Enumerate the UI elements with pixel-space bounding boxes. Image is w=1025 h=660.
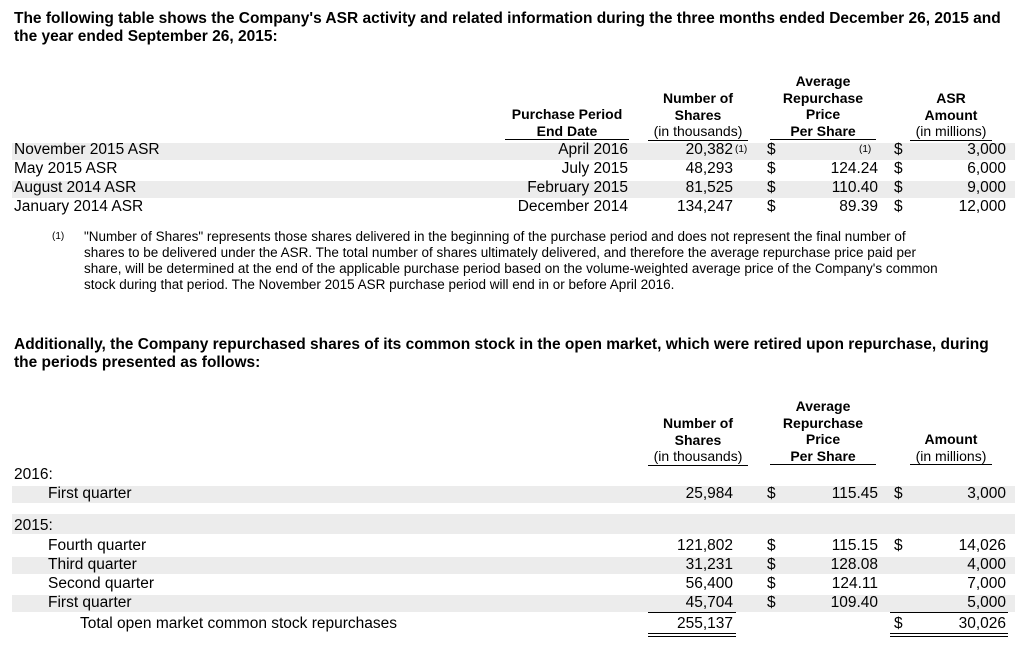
- year-label-2016: 2016:: [14, 466, 53, 483]
- om-row-shares: 25,984: [685, 485, 733, 502]
- header-avg-price: [770, 73, 876, 140]
- asr-row-amount: 9,000: [967, 179, 1006, 196]
- header-avg-price-line4: Per Share: [770, 123, 876, 141]
- currency-symbol: $: [767, 485, 776, 502]
- header-avg-price-line1: Average: [795, 73, 851, 89]
- om-row-shares: 31,231: [685, 556, 733, 573]
- asr-row-label: January 2014 ASR: [14, 198, 144, 215]
- asr-row-shares: 20,382: [685, 141, 733, 158]
- om-row-shares: 56,400: [685, 575, 733, 592]
- asr-row-label: May 2015 ASR: [14, 160, 118, 177]
- header-shares: [648, 90, 748, 141]
- om-row-amount: 3,000: [967, 485, 1006, 502]
- om-row-price: 115.45: [831, 485, 878, 502]
- asr-row-price: 124.24: [830, 160, 878, 177]
- om-row-shares: 121,802: [676, 537, 733, 554]
- header-asr-amount-line3: (in millions): [910, 123, 992, 141]
- currency-symbol: $: [767, 556, 776, 573]
- currency-symbol: $: [767, 537, 776, 554]
- header-shares-line1: Number of: [663, 90, 733, 106]
- header-asr-amount-line2: Amount: [924, 106, 978, 123]
- asr-row-amount: 6,000: [967, 160, 1006, 177]
- header-avg-price: [770, 398, 876, 465]
- header-period-end-line1: Purchase Period: [511, 106, 623, 122]
- row-shade: [12, 514, 1015, 534]
- footnote-marker: (1): [735, 144, 748, 155]
- header-avg-price-line3: Price: [805, 106, 841, 122]
- header-shares-line2: Shares: [674, 106, 722, 123]
- header-shares-line2: Shares: [674, 431, 722, 448]
- subtotal-rule: [890, 612, 1008, 613]
- total-amount: 30,026: [958, 615, 1006, 632]
- om-row-price: 128.08: [830, 556, 878, 573]
- header-avg-price-line2: Repurchase: [782, 89, 864, 106]
- om-row-price: 115.15: [831, 537, 878, 554]
- header-amount-line1: Amount: [924, 431, 978, 447]
- currency-symbol: $: [767, 160, 776, 177]
- header-amount: [910, 431, 992, 465]
- asr-row-label: November 2015 ASR: [14, 141, 160, 158]
- asr-row-shares: 134,247: [676, 198, 733, 215]
- om-row-label: First quarter: [48, 594, 132, 611]
- header-period-end: [505, 106, 629, 140]
- currency-symbol: $: [767, 594, 776, 611]
- subtotal-rule: [648, 612, 736, 613]
- currency-symbol: $: [894, 160, 903, 177]
- total-double-rule: [648, 636, 736, 637]
- header-asr-amount: [910, 90, 992, 141]
- total-double-rule: [648, 633, 736, 634]
- header-avg-price-line1: Average: [795, 398, 851, 414]
- om-row-shares: 45,704: [685, 594, 733, 611]
- header-shares-line3: (in thousands): [648, 448, 748, 466]
- header-avg-price-line2: Repurchase: [782, 414, 864, 431]
- asr-row-shares: 48,293: [685, 160, 733, 177]
- footnote-marker: (1): [52, 231, 65, 242]
- currency-symbol: $: [894, 179, 903, 196]
- header-shares-line3: (in thousands): [648, 123, 748, 141]
- asr-row-end-date: April 2016: [558, 141, 628, 158]
- total-double-rule: [890, 633, 1008, 634]
- om-row-amount: 4,000: [967, 556, 1006, 573]
- asr-row-amount: 12,000: [958, 198, 1006, 215]
- om-row-amount: 7,000: [967, 575, 1006, 592]
- asr-row-amount: 3,000: [967, 141, 1006, 158]
- asr-row-end-date: July 2015: [561, 160, 628, 177]
- intro-paragraph-2: Additionally, the Company repurchased shares of its common stock in the open market, which were retired upon repurchase, during the periods presented as follows:: [14, 336, 989, 371]
- currency-symbol: $: [894, 537, 903, 554]
- om-row-label: Second quarter: [48, 575, 154, 592]
- om-row-amount: 5,000: [967, 594, 1006, 611]
- asr-row-price: 110.40: [831, 179, 878, 196]
- asr-row-label: August 2014 ASR: [14, 179, 137, 196]
- header-shares-line1: Number of: [663, 415, 733, 431]
- header-avg-price-line3: Price: [805, 431, 841, 447]
- currency-symbol: $: [767, 198, 776, 215]
- footnote-text: "Number of Shares" represents those shares delivered in the beginning of the purchase period and does not represent the final number of shares to be delivered under the ASR. The total number of shares ultimately delivered, and therefore the average repurchase price paid per share, will be determined at the end of the applicable purchase period based on the volume-weighted average price of the Company's common stock during that period. The November 2015 ASR purchase period will end in or before April 2016.: [84, 229, 938, 292]
- year-label-2015: 2015:: [14, 517, 53, 534]
- currency-symbol: $: [894, 615, 903, 632]
- total-double-rule: [890, 636, 1008, 637]
- currency-symbol: $: [767, 575, 776, 592]
- header-period-end-line2: End Date: [505, 123, 629, 141]
- currency-symbol: $: [767, 179, 776, 196]
- om-row-label: First quarter: [48, 485, 132, 502]
- asr-row-end-date: December 2014: [517, 198, 628, 215]
- currency-symbol: $: [767, 141, 776, 158]
- om-row-price: 124.11: [831, 575, 878, 592]
- asr-row-shares: 81,525: [685, 179, 733, 196]
- om-row-price: 109.40: [830, 594, 878, 611]
- om-row-amount: 14,026: [958, 537, 1006, 554]
- total-shares: 255,137: [676, 615, 733, 632]
- currency-symbol: $: [894, 485, 903, 502]
- om-row-label: Fourth quarter: [48, 537, 147, 554]
- asr-row-price: 89.39: [839, 198, 878, 215]
- om-row-label: Third quarter: [48, 556, 137, 573]
- header-shares: [648, 415, 748, 466]
- total-label: Total open market common stock repurchases: [80, 615, 398, 632]
- currency-symbol: $: [894, 141, 903, 158]
- currency-symbol: $: [894, 198, 903, 215]
- header-avg-price-line4: Per Share: [770, 448, 876, 466]
- intro-paragraph-1: The following table shows the Company's ASR activity and related information during the three months ended December 26, 2015 and the year ended September 26, 2015:: [14, 10, 1001, 45]
- header-amount-line2: (in millions): [910, 448, 992, 466]
- header-asr-amount-line1: ASR: [936, 90, 966, 106]
- footnote-marker: (1): [859, 144, 872, 155]
- asr-row-end-date: February 2015: [527, 179, 628, 196]
